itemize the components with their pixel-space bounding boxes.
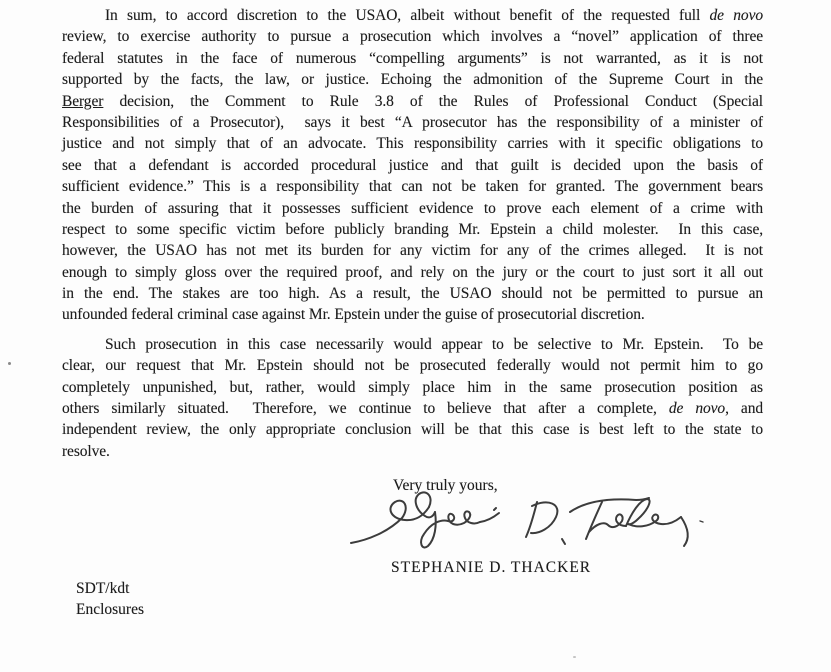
text-line: others similarly situated. Therefore, we continue to believe that after a complete, de novo, and — [62, 400, 763, 418]
text-line: unfounded federal criminal case against Mr. Epstein under the guise of prosecutorial discretion. — [62, 306, 645, 324]
text-line: clear, our request that Mr. Epstein should not be prosecuted federally would not permit him to go — [62, 357, 763, 375]
letter-body — [62, 5, 763, 462]
text-line: Berger decision, the Comment to Rule 3.8 of the Rules of Professional Conduct (Special — [62, 92, 763, 110]
paragraph-1 — [62, 5, 763, 326]
text-line: respect to some specific victim before publicly branding Mr. Epstein a child molester. In this case, — [62, 220, 763, 238]
text-line: justice and not simply that of an advocate. This responsibility carries with it specific obligations to — [62, 135, 763, 153]
scan-artifact-dot — [573, 656, 576, 658]
text-line: supported by the facts, the law, or justice. Echoing the admonition of the Supreme Court in the — [62, 71, 763, 89]
text-line: federal statutes in the face of numerous “compelling arguments” is not warranted, as it is not — [62, 49, 763, 67]
signature-handwriting — [348, 490, 708, 558]
text-line: the burden of assuring that it possesses sufficient evidence to prove each element of a crime with — [62, 199, 763, 217]
text-line: Such prosecution in this case necessarily would appear to be selective to Mr. Epstein. To be — [105, 335, 763, 353]
typist-initials: SDT/kdt — [76, 580, 130, 597]
signer-typed-name: STEPHANIE D. THACKER — [391, 559, 592, 576]
scan-artifact-dot — [8, 362, 11, 365]
enclosures-note: Enclosures — [76, 601, 145, 619]
text-line: review, to exercise authority to pursue a prosecution which involves a “novel” application of three — [62, 28, 763, 46]
text-line: completely unpunished, but, rather, would simply place him in the same prosecution position as — [62, 378, 763, 396]
text-line: enough to simply gloss over the required proof, and rely on the jury or the court to just sort it all out — [62, 263, 763, 281]
text-line: in the end. The stakes are too high. As a result, the USAO should not be permitted to pursue an — [62, 285, 763, 303]
text-line: Responsibilities of a Prosecutor), says it best “A prosecutor has the responsibility of a minister of — [62, 113, 763, 131]
salutation: Very truly yours, — [393, 477, 498, 494]
text-line: In sum, to accord discretion to the USAO, albeit without benefit of the requested full de novo — [105, 7, 764, 24]
text-line: independent review, the only appropriate conclusion will be that this case is best left to the state to — [62, 421, 763, 439]
paragraph-2 — [62, 334, 763, 462]
text-line: resolve. — [62, 442, 110, 460]
text-line: however, the USAO has not met its burden for any victim for any of the crimes alleged. It is not — [62, 242, 763, 260]
reference-block — [76, 578, 144, 621]
text-line: see that a defendant is accorded procedural justice and that guilt is decided upon the basis of — [62, 156, 763, 174]
text-line: sufficient evidence.” This is a responsibility that can not be taken for granted. The government bears — [62, 178, 763, 196]
